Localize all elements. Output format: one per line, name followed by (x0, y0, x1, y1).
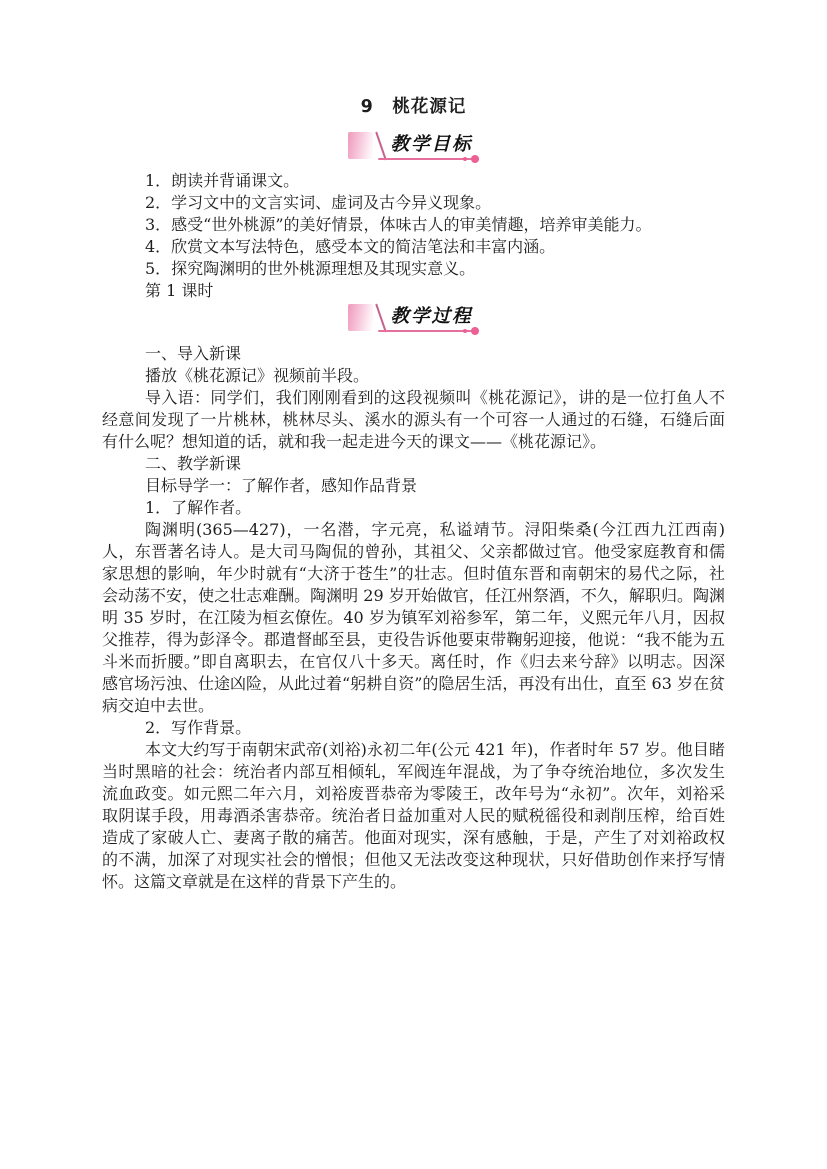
objective-item: 2．学习文中的文言实词、虚词及古今异义现象。 (145, 193, 492, 212)
section-badge-process (348, 304, 480, 335)
background-paragraph: 本文大约写于南朝宋武帝(刘裕)永初二年(公元 421 年)，作者时年 57 岁。他目睹当时黑暗的社会：统治者内部互相倾轧，军阀连年混战，为了争夺统治地位，多次发生流血政变。如元熙二年六月，刘裕废晋恭帝为零陵王，改年号为“永初”。次年，刘裕采取阴谋手段，用毒酒杀害恭帝。统治者日益加重对人民的赋税徭役和剥削压榨，给百姓造成了家破人亡、妻离子散的痛苦。他面对现实，深有感触，于是，产生了对刘裕政权的不满，加深了对现实社会的憎恨；但他又无法改变这种现状，只好借助创作来抒写情怀。这篇文章就是在这样的背景下产生的。 (102, 740, 725, 891)
objective-item: 1．朗读并背诵课文。 (145, 171, 300, 190)
badge-dot-small (463, 329, 467, 333)
goal-guide-one: 目标导学一：了解作者，感知作品背景 (145, 476, 418, 495)
session-label: 第 1 课时 (145, 281, 214, 300)
author-paragraph: 陶渊明(365—427)，一名潜，字元亮，私谥靖节。浔阳柴桑(今江西九江西南)人，东晋著名诗人。是大司马陶侃的曾孙，其祖父、父亲都做过官。他受家庭教育和儒家思想的影响，年少时就有“大济于苍生”的壮志。但时值东晋和南朝宋的易代之际，社会动荡不安，使之壮志难酬。陶渊明 29 岁开始做官，任江州祭酒，不久，解职归。陶渊明 35 岁时，在江陵为桓玄僚佐。40 岁为镇军刘裕参军，第二年，义熙元年八月，因叔父推荐，得为彭泽令。郡遣督邮至县，吏役告诉他要束带鞠躬迎接，他说：“我不能为五斗米而折腰。”即自离职去，在官仅八十多天。离任时，作《归去来兮辞》以明志。因深感官场污浊、仕途凶险，从此过着“躬耕自资”的隐居生活，再没有出仕，直至 63 岁在贫病交迫中去世。 (102, 520, 725, 715)
process-play-video: 播放《桃花源记》视频前半段。 (145, 366, 370, 385)
section-badge-process-label: 教学过程 (390, 306, 473, 327)
badge-gradient-square (348, 304, 373, 331)
process-heading-lead-in: 一、导入新课 (145, 344, 242, 363)
process-lead-in-text: 导入语：同学们，我们刚刚看到的这段视频叫《桃花源记》，讲的是一位打鱼人不经意间发现了一片桃林，桃林尽头、溪水的源头有一个可容一人通过的石缝，石缝后面有什么呢？想知道的话，就和我一起走进今天的课文——《桃花源记》。 (102, 388, 725, 451)
badge-dot-small (463, 157, 467, 161)
objectives-section (102, 170, 725, 302)
objective-item: 3．感受“世外桃源”的美好情景，体味古人的审美情趣，培养审美能力。 (145, 215, 652, 234)
section-badge-objectives-label: 教学目标 (390, 134, 473, 155)
author-subheading: 1．了解作者。 (145, 498, 252, 517)
page-title: 9 桃花源记 (360, 97, 467, 117)
process-heading-new-lesson: 二、教学新课 (145, 454, 242, 473)
badge-slash-line (375, 131, 387, 160)
badge-dot-large (471, 327, 479, 335)
badge-slash-line (375, 303, 387, 332)
badge-gradient-square (348, 132, 373, 159)
process-section (102, 343, 725, 893)
background-subheading: 2．写作背景。 (145, 718, 252, 737)
section-badge-objectives (348, 132, 480, 163)
objective-item: 5．探究陶渊明的世外桃源理想及其现实意义。 (145, 259, 476, 278)
objective-item: 4．欣赏文本写法特色，感受本文的简洁笔法和丰富内涵。 (145, 237, 556, 256)
badge-dot-large (471, 155, 479, 163)
